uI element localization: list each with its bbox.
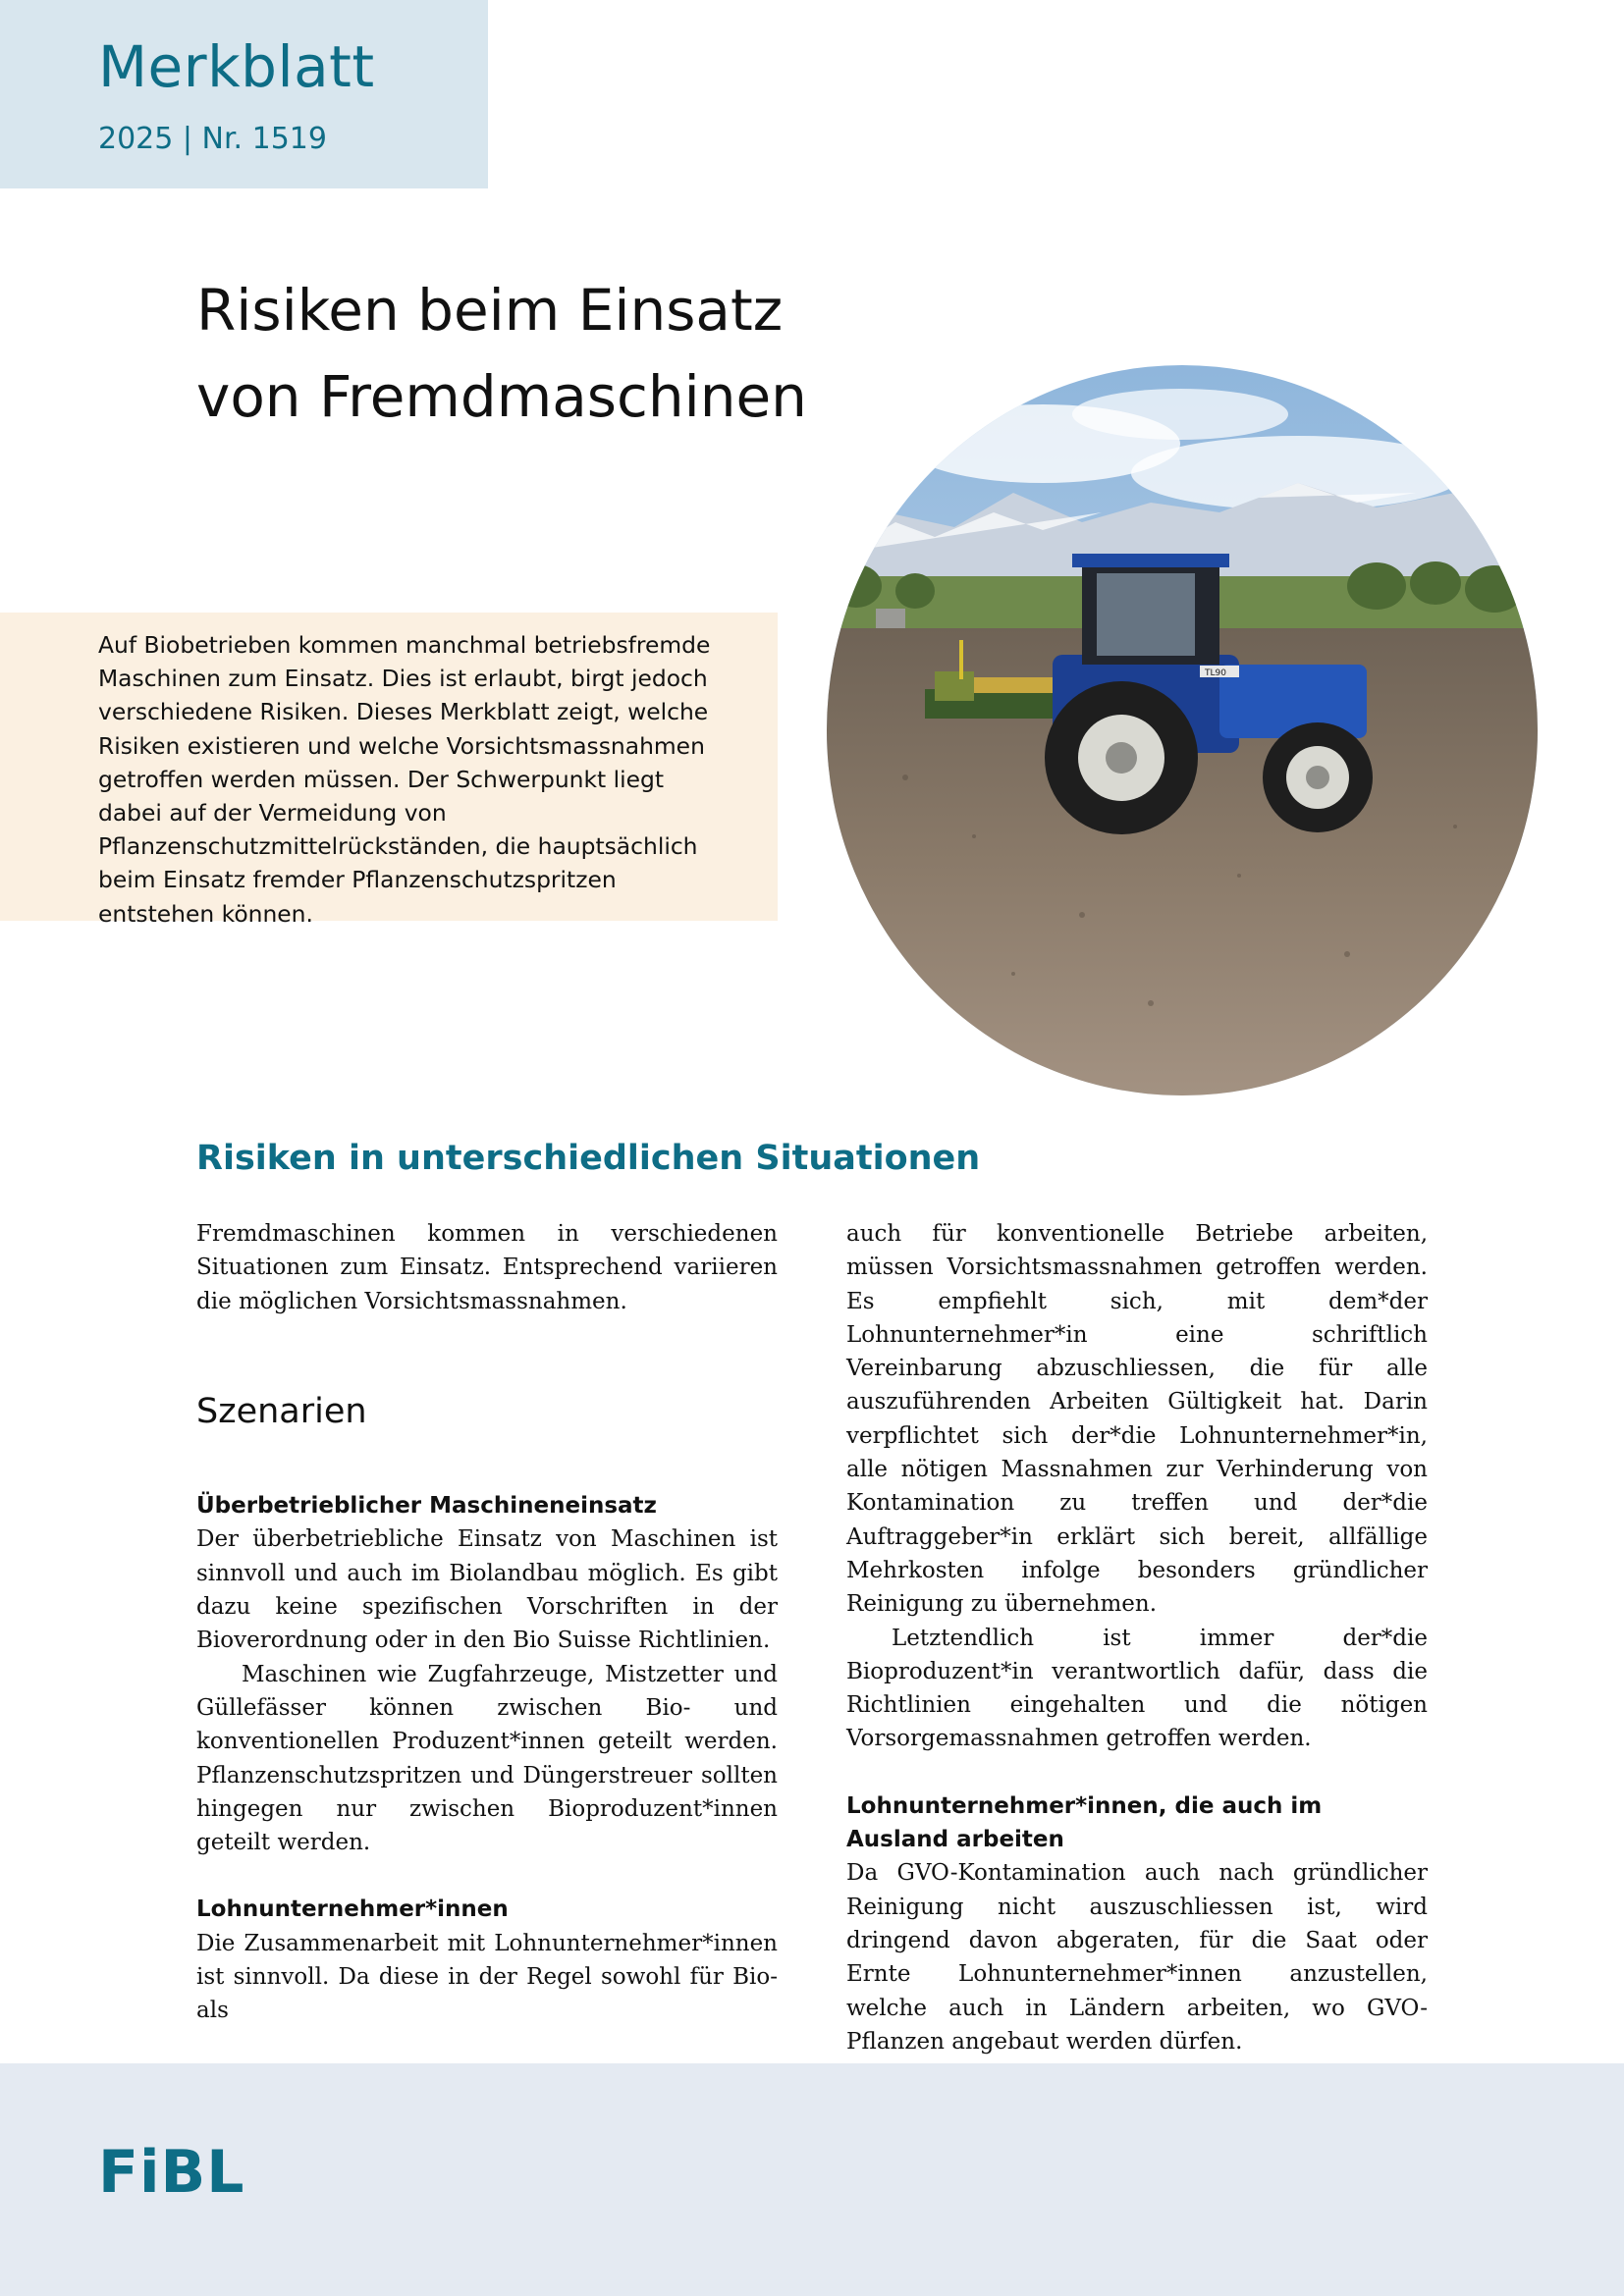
left-column: [196, 1217, 778, 2028]
abroad-contractors-heading: Lohnunternehmer*innen, die auch im Ausland arbeiten: [846, 1792, 1323, 1853]
right-column: [846, 1217, 1428, 2058]
contractors-paragraph: Die Zusammenarbeit mit Lohnunternehmer*innen ist sinnvoll. Da diese in der Regel sowohl für Bio- als: [196, 1930, 778, 2024]
document-type-title: Merkblatt: [98, 33, 375, 100]
intro-text: Auf Biobetrieben kommen manchmal betriebsfremde Maschinen zum Einsatz. Dies ist erlaubt, birgt jedoch verschiedene Risiken. Dieses Merkblatt zeigt, welche Risiken existieren und welche Vorsichtsmassnahmen getroffen werden müssen. Der Schwerpunkt liegt dabei auf der Vermeidung von Pflanzenschutzmittelrückständen, die hauptsächlich beim Einsatz fremder Pflanzenschutzspritzen entstehen können.: [98, 631, 711, 928]
responsibility-paragraph: Letztendlich ist immer der*die Bioproduzent*in verantwortlich dafür, dass die Richtlinien eingehalten und die nötigen Vorsorgemassnahmen getroffen werden.: [846, 1625, 1428, 1752]
fibl-logo: FiBL: [98, 2138, 245, 2207]
gmo-paragraph: Da GVO-Kontamination auch nach gründlicher Reinigung nicht auszuschliessen ist, wird dringend davon abgeraten, für die Saat oder Ernte Lohnunternehmer*innen anzustellen, welche auch in Ländern arbeiten, wo GVO-Pflanzen angebaut werden dürfen.: [846, 1860, 1428, 2055]
scenarios-subheading: Szenarien: [196, 1391, 367, 1431]
issue-number: 2025 | Nr. 1519: [98, 122, 327, 156]
tractor-photo: [827, 365, 1538, 1095]
section-heading: Risiken in unterschiedlichen Situationen: [196, 1139, 981, 1178]
overcompany-paragraph-1: Der überbetriebliche Einsatz von Maschinen ist sinnvoll und auch im Biolandbau möglich. Es gibt dazu keine spezifischen Vorschriften in der Bioverordnung oder in den Bio Suisse Richtlinien.: [196, 1526, 778, 1654]
overcompany-heading: Überbetrieblicher Maschineneinsatz: [196, 1493, 657, 1520]
tractor-badge: TL90: [1205, 668, 1226, 678]
page-title: [196, 267, 807, 440]
page-title-line-1: Risiken beim Einsatz: [196, 277, 784, 344]
contractors-heading: Lohnunternehmer*innen: [196, 1896, 509, 1923]
page-title-line-2: von Fremdmaschinen: [196, 363, 807, 430]
left-intro-paragraph: Fremdmaschinen kommen in verschiedenen Situationen zum Einsatz. Entsprechend variieren die möglichen Vorsichtsmassnahmen.: [196, 1221, 778, 1314]
overcompany-paragraph-2: Maschinen wie Zugfahrzeuge, Mistzetter und Güllefässer können zwischen Bio- und konventionellen Produzent*innen geteilt werden. Pflanzenschutzspritzen und Düngerstreuer sollten hingegen nur zwischen Bioproduzent*innen geteilt werden.: [196, 1661, 778, 1856]
contractors-paragraph-continued: auch für konventionelle Betriebe arbeiten, müssen Vorsichtsmassnahmen getroffen werden. Es empfiehlt sich, mit dem*der Lohnunternehmer*in eine schriftlich Vereinbarung abzuschliessen, die für alle auszuführenden Arbeiten Gültigkeit hat. Darin verpflichtet sich der*die Lohnunternehmer*in, alle nötigen Massnahmen zur Verhinderung von Kontamination zu treffen und der*die Auftraggeber*in erklärt sich bereit, allfällige Mehrkosten infolge besonders gründlicher Reinigung zu übernehmen.: [846, 1221, 1428, 1618]
